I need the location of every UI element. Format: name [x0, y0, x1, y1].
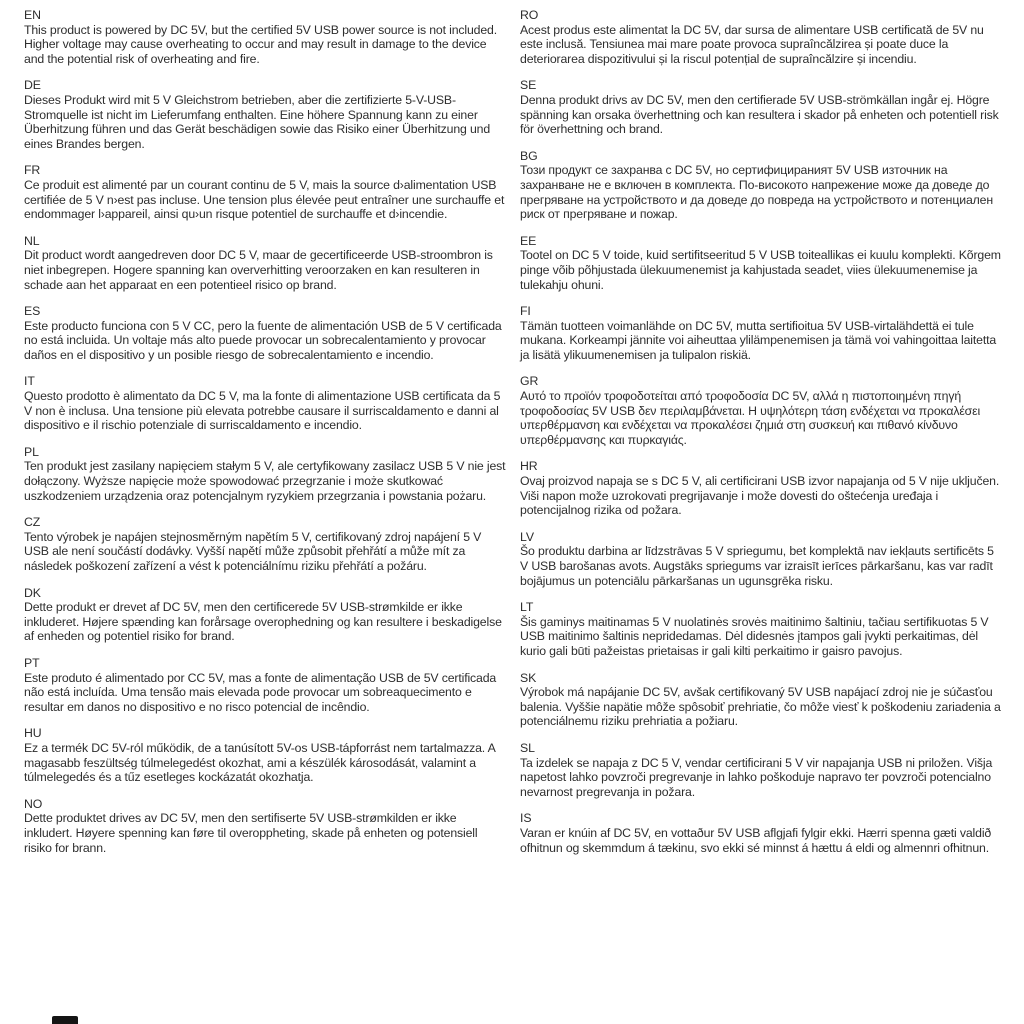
- language-section-sl: [520, 741, 1002, 799]
- language-section-pt: [24, 656, 506, 714]
- warning-text: Denna produkt drivs av DC 5V, men den certifierade 5V USB-strömkällan ingår ej. Högre spänning kan orsaka överhettning och kan resultera i skador på enheten och potentiell risk för överhettning och brand.: [520, 92, 999, 137]
- warning-text: Tootel on DC 5 V toide, kuid sertifitseeritud 5 V USB toiteallikas ei kuulu komplekti. Kõrgem pinge võib põhjustada ülekuumenemist ja kahjustada seadet, viies ülekuumenemise ja tulekahju ohuni.: [520, 248, 1001, 292]
- right-column: [520, 8, 1002, 867]
- language-code: EE: [520, 233, 537, 248]
- language-section-cz: [24, 515, 506, 573]
- language-section-fi: [520, 304, 1002, 362]
- language-code: DE: [24, 78, 41, 93]
- language-section-es: [24, 304, 506, 362]
- warning-text: Αυτό το προϊόν τροφοδοτείται από τροφοδοσία DC 5V, αλλά η πιστοποιημένη πηγή τροφοδοσίας 5V USB δεν περιλαμβάνεται. Η υψηλότερη τάση ενδέχεται να προκαλέσει υπερθέρμανση και ενδέχεται να προκαλέσει ζημιά στη συσκευή και πιθανό κίνδυνο υπερθέρμανσης και πυρκαγιάς.: [520, 389, 981, 447]
- language-code: RO: [520, 8, 539, 22]
- warning-text: Este producto funciona con 5 V CC, pero la fuente de alimentación USB de 5 V certificada no está incluida. Un voltaje más alto puede provocar un sobrecalentamiento y provocar daños en el dispositivo y un posible riesgo de sobrecalentamiento e incendio.: [24, 318, 502, 362]
- warning-text: Този продукт се захранва с DC 5V, но сертифицираният 5V USB източник на захранване не е включен в комплекта. По-високото напрежение може да доведе до прегряване на устройството и да доведе до повреда на устройството и потенциален риск от прегряване и пожар.: [520, 163, 993, 222]
- language-section-dk: [24, 586, 506, 644]
- language-section-is: [520, 811, 1002, 855]
- language-code: LV: [520, 529, 534, 544]
- language-section-fr: [24, 163, 506, 221]
- language-section-no: [24, 797, 506, 855]
- language-code: NO: [24, 796, 43, 811]
- language-code: LT: [520, 600, 534, 615]
- language-section-ro: [520, 8, 1002, 66]
- language-code: HR: [520, 459, 538, 474]
- warning-text: Dit product wordt aangedreven door DC 5 V, maar de gecertificeerde USB-stroombron is niet inbegrepen. Hogere spanning kan oververhitting veroorzaken en kan resulteren in schade aan het apparaat en een potentieel risico op brand.: [24, 248, 493, 292]
- language-code: EN: [24, 8, 41, 22]
- language-code: PT: [24, 655, 40, 670]
- language-section-ee: [520, 234, 1002, 292]
- language-section-hr: [520, 459, 1002, 517]
- warning-text: Dieses Produkt wird mit 5 V Gleichstrom betrieben, aber die zertifizierte 5-V-USB-Stromquelle ist nicht im Lieferumfang enthalten. Eine höhere Spannung kann zu einer Überhitzung führen und das Gerät beschädigen sowie das Risiko einer Überhitzung und eines Brandes bergen.: [24, 92, 491, 151]
- warning-text: Dette produkt er drevet af DC 5V, men den certificerede 5V USB-strømkilde er ikke inkluderet. Højere spænding kan forårsage overophedning og kan resultere i beskadigelse af enheden og potentiel risiko for brand.: [24, 600, 502, 644]
- language-section-bg: [520, 149, 1002, 222]
- language-code: BG: [520, 148, 538, 163]
- warning-text: Tämän tuotteen voimanlähde on DC 5V, mutta sertifioitua 5V USB-virtalähdettä ei tule mukana. Korkeampi jännite voi aiheuttaa ylilämpenemisen ja tämä voi vahingoittaa laitetta ja lisätä ylikuumenemisen ja tulipalon riskiä.: [520, 318, 997, 362]
- print-mark: [52, 1016, 78, 1024]
- language-section-hu: [24, 726, 506, 784]
- warning-text: Ce produit est alimenté par un courant continu de 5 V, mais la source d›alimentation USB certifiée de 5 V n›est pas incluse. Une tension plus élevée peut entraîner une surchauffe et endommager l›appareil, ainsi qu›un risque potentiel de surchauffe et d›incendie.: [24, 177, 505, 222]
- language-code: FI: [520, 304, 531, 319]
- language-code: IT: [24, 374, 35, 389]
- language-code: SE: [520, 78, 537, 93]
- warning-text: Acest produs este alimentat la DC 5V, dar sursa de alimentare USB certificată de 5V nu este inclusă. Tensiunea mai mare poate provoca supraîncălzirea și poate duce la deteriorarea dispozitivului și la riscul potențial de supraîncălzire și incendiu.: [520, 22, 984, 66]
- warning-text: Šis gaminys maitinamas 5 V nuolatinės srovės maitinimo šaltiniu, tačiau sertifikuotas 5 V USB maitinimo šaltinis nepridedamas. Dėl didesnės įtampos gali įvykti perkaitimas, dėl kurio gali būti pažeistas prietaisas ir gali kilti perkaitimo ir gaisro pavojus.: [520, 614, 989, 658]
- language-code: SL: [520, 740, 535, 755]
- warning-text: Varan er knúin af DC 5V, en vottaður 5V USB aflgjafi fylgir ekki. Hærri spenna gæti valdið ofhitnun og skemmdum á tækinu, svo ekki sé minnst á hættu á eldi og almennri ofhitnun.: [520, 825, 992, 855]
- warning-text: Ovaj proizvod napaja se s DC 5 V, ali certificirani USB izvor napajanja od 5 V nije uključen. Viši napon može uzrokovati pregrijavanje i može dovesti do oštećenja uređaja i potencijalnog rizika od požara.: [520, 474, 1000, 518]
- warning-text: Šo produktu darbina ar līdzstrāvas 5 V spriegumu, bet komplektā nav iekļauts sertificēts 5 V USB barošanas avots. Augstāks spriegums var izraisīt ierīces pārkaršanu, kas var radīt bojājumus un potenciālu pārkaršanas un ugunsgrēka risku.: [520, 544, 994, 588]
- language-section-lv: [520, 530, 1002, 588]
- language-section-se: [520, 78, 1002, 136]
- language-section-sk: [520, 671, 1002, 729]
- warning-text: Ta izdelek se napaja z DC 5 V, vendar certificirani 5 V vir napajanja USB ni priložen. Višja napetost lahko povzroči pregrevanje in lahko poškoduje napravo ter povzroči potencialno nevarnost pregrevanja in požara.: [520, 755, 993, 799]
- warning-text: Este produto é alimentado por CC 5V, mas a fonte de alimentação USB de 5V certificada não está incluída. Uma tensão mais elevada pode provocar um sobreaquecimento e resultar em danos no dispositivo e no risco potencial de incêndio.: [24, 670, 497, 714]
- language-code: NL: [24, 233, 40, 248]
- language-code: SK: [520, 670, 537, 685]
- language-section-nl: [24, 234, 506, 292]
- language-code: DK: [24, 585, 41, 600]
- warning-text: Dette produktet drives av DC 5V, men den sertifiserte 5V USB-strømkilden er ikke inkludert. Høyere spenning kan føre til overoppheting, skade på enheten og potensiell risiko for brann.: [24, 811, 478, 855]
- warning-text: Výrobok má napájanie DC 5V, avšak certifikovaný 5V USB napájací zdroj nie je súčasťou balenia. Vyššie napätie môže spôsobiť prehriatie, čo môže viesť k poškodeniu zariadenia a potenciálnemu riziku prehriatia a požiaru.: [520, 685, 1001, 729]
- warning-text: Ten produkt jest zasilany napięciem stałym 5 V, ale certyfikowany zasilacz USB 5 V nie jest dołączony. Wyższe napięcie może spowodować przegrzanie i może skutkować uszkodzeniem urządzenia oraz potencjalnym ryzykiem przegrzania i powstania pożaru.: [24, 459, 506, 503]
- language-section-en: [24, 8, 506, 66]
- language-code: FR: [24, 163, 41, 178]
- language-code: CZ: [24, 515, 41, 530]
- language-section-it: [24, 374, 506, 432]
- language-code: PL: [24, 444, 39, 459]
- language-section-pl: [24, 445, 506, 503]
- language-code: ES: [24, 304, 41, 319]
- language-section-lt: [520, 600, 1002, 658]
- language-code: GR: [520, 374, 539, 389]
- warning-text: This product is powered by DC 5V, but the certified 5V USB power source is not included. Higher voltage may cause overheating to occur and may result in damage to the device and the potential risk of overheating and fire.: [24, 22, 498, 66]
- language-section-gr: [520, 374, 1002, 447]
- warning-text: Ez a termék DC 5V-ról működik, de a tanúsított 5V-os USB-tápforrást nem tartalmazza. A magasabb feszültség túlmelegedést okozhat, ami a készülék károsodását, valamint a túlmelegedés és a tűz esetleges kockázatát okozhatja.: [24, 740, 495, 785]
- language-code: IS: [520, 811, 532, 826]
- warning-text: Tento výrobek je napájen stejnosměrným napětím 5 V, certifikovaný zdroj napájení 5 V USB ale není součástí dodávky. Vyšší napětí může způsobit přehřátí a může mít za následek poškození zařízení a vést k potenciálnímu riziku přehřátí a požáru.: [24, 529, 482, 573]
- language-section-de: [24, 78, 506, 151]
- warning-text: Questo prodotto è alimentato da DC 5 V, ma la fonte di alimentazione USB certificata da 5 V non è inclusa. Una tensione più elevata potrebbe causare il surriscaldamento e danni al dispositivo e il rischio potenziale di surriscaldamento e incendio.: [24, 389, 501, 433]
- language-code: HU: [24, 726, 42, 741]
- left-column: [24, 8, 506, 867]
